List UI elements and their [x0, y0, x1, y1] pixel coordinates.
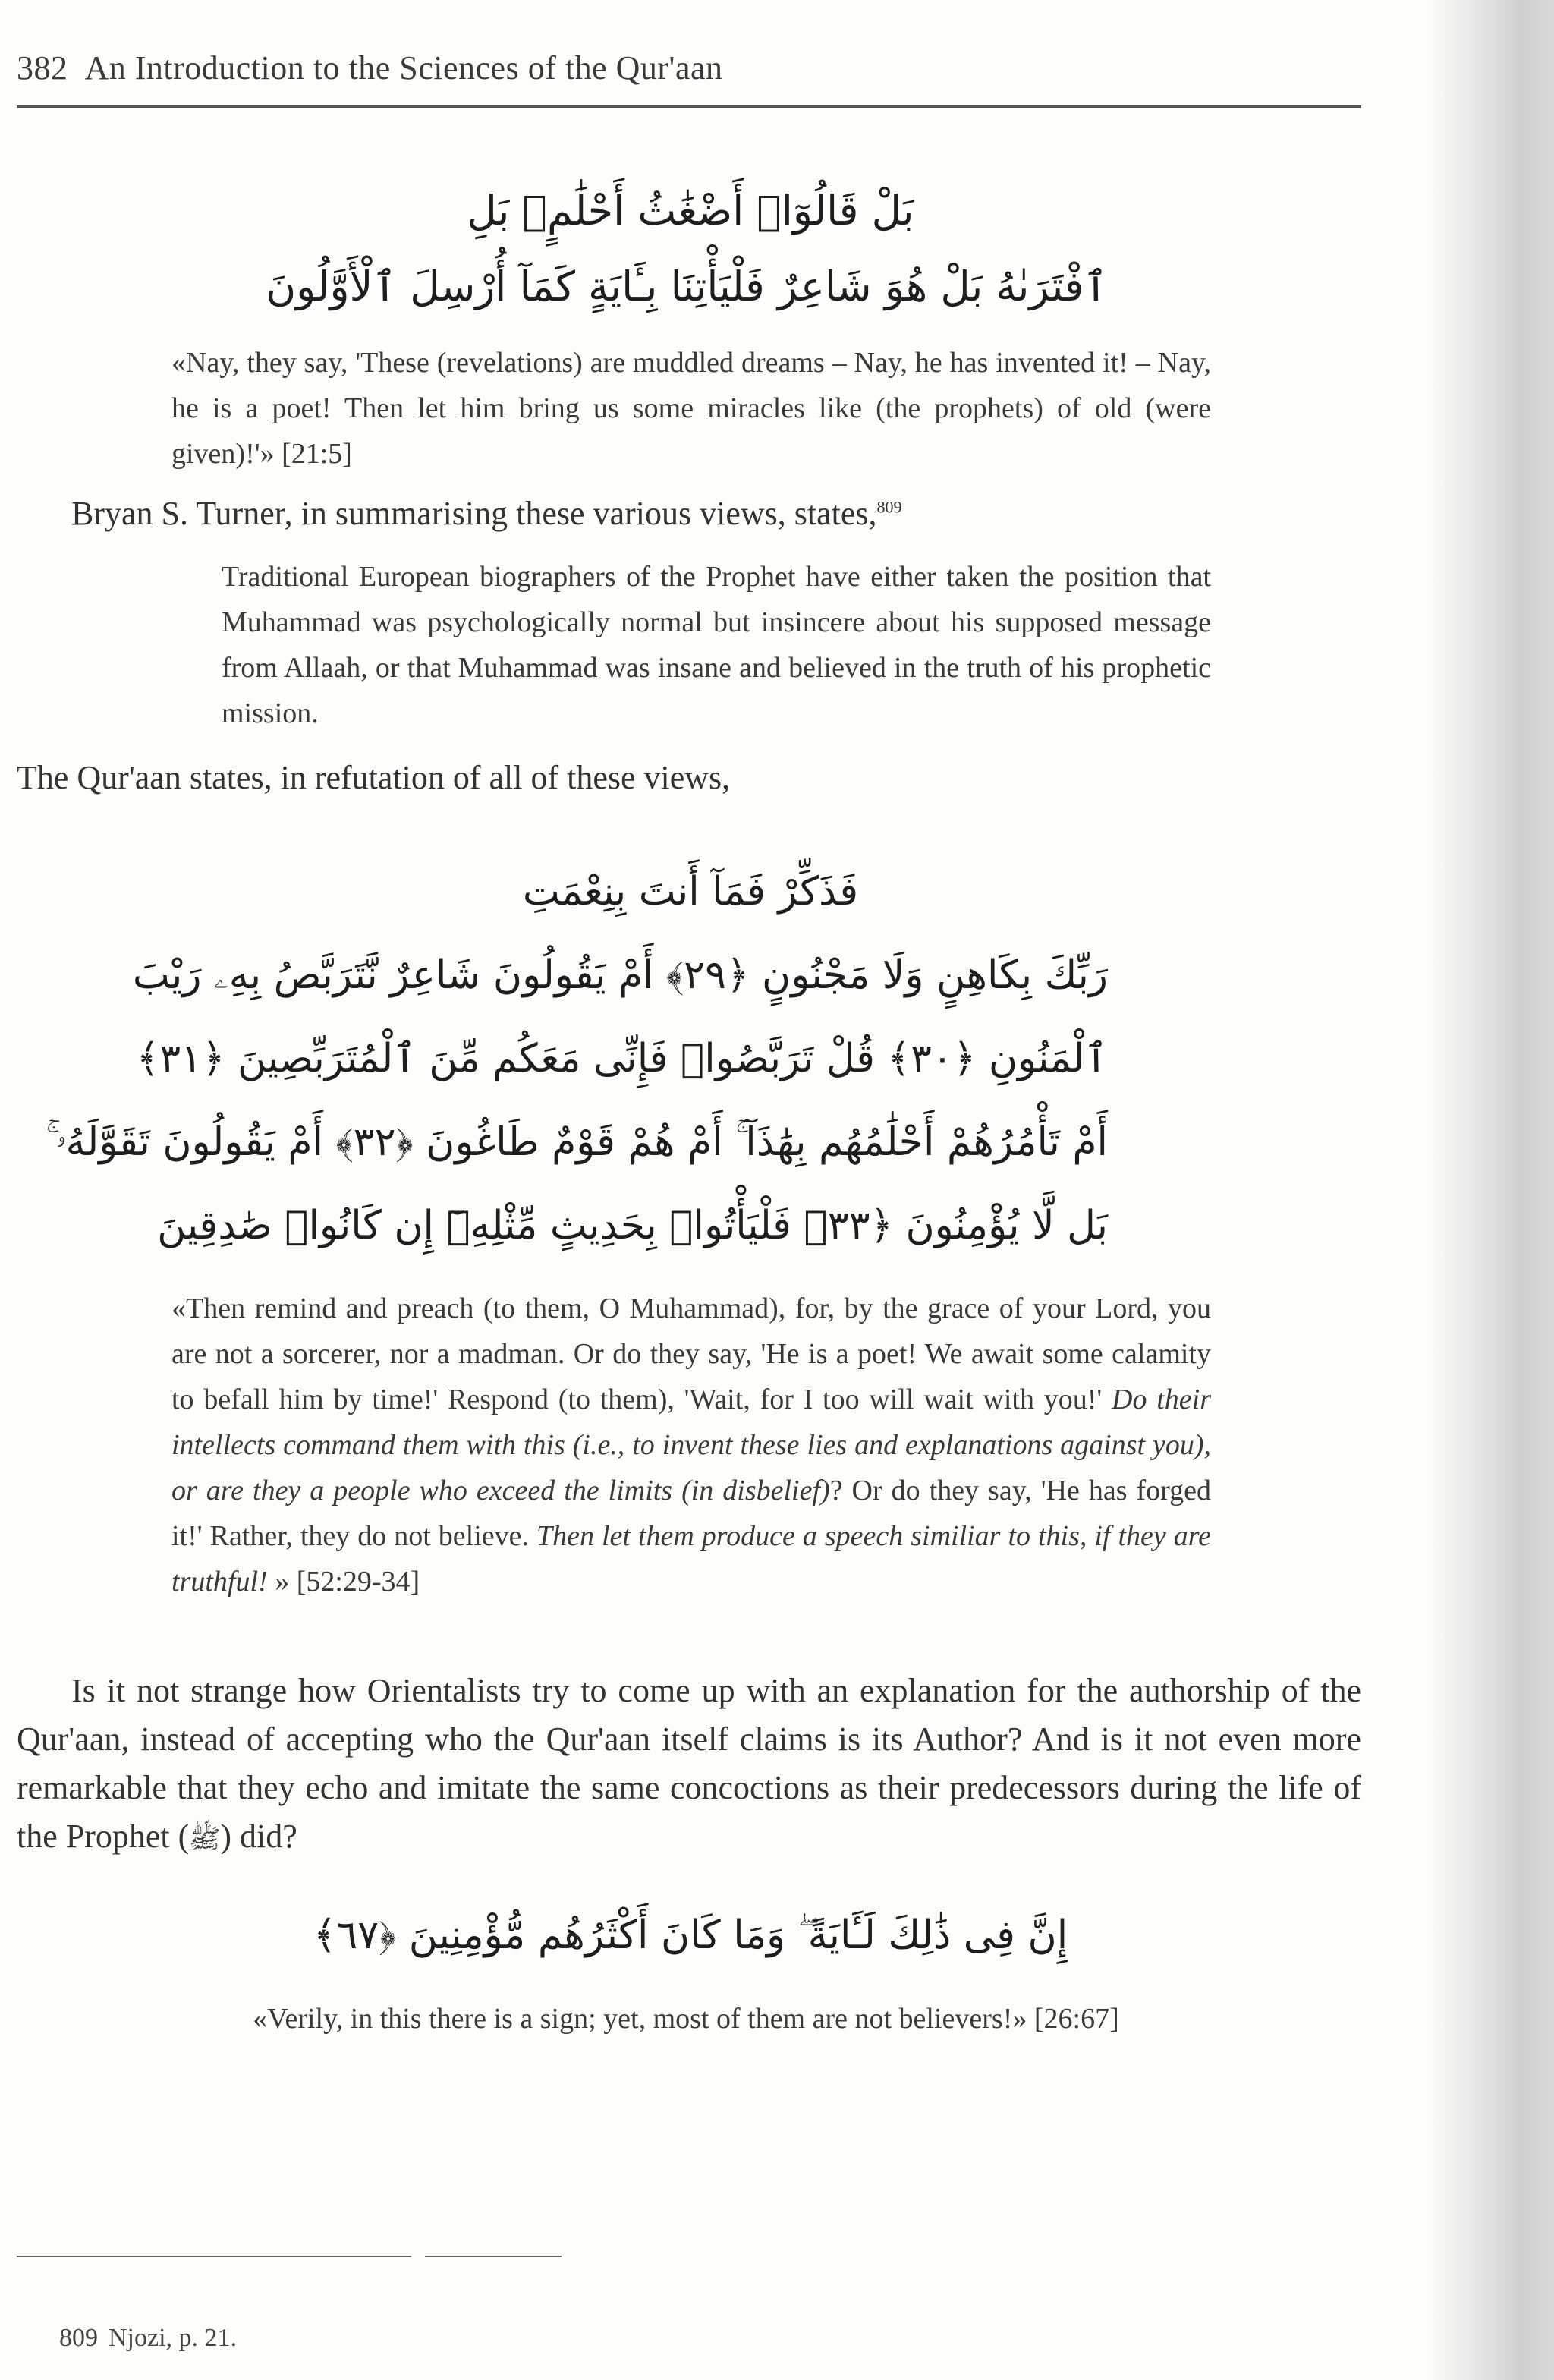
translation-italic-text: Do their intellects command them with this (i.e., to invent these lies and explanations against you), or are they a people who exceed the limits (in disbelief) [171, 1384, 1211, 1506]
paragraph-orientalists [17, 1667, 1361, 1863]
arabic-line: ٱلْمَنُونِ ﴿٣٠﴾ قُلْ تَرَبَّصُوا۟ فَإِنِّى مَعَكُم مِّنَ ٱلْمُتَرَبِّصِينَ ﴿٣١﴾ [136, 1036, 1108, 1081]
translation-52-29-34 [171, 1286, 1211, 1604]
paragraph-text: Bryan S. Turner, in summarising these various views, states, [71, 495, 877, 532]
footnote-rule [17, 2256, 411, 2257]
footnote-text: Njozi, p. 21. [109, 2324, 238, 2352]
arabic-line: فَذَكِّرْ فَمَآ أَنتَ بِنِعْمَتِ [522, 869, 859, 915]
arabic-line: بَل لَّا يُؤْمِنُونَ ﴿٣٣﴾ فَلْيَأْتُوا۟ بِحَدِيثٍ مِّثْلِهِۦٓ إِن كَانُوا۟ صَٰدِقِينَ [157, 1203, 1108, 1248]
arabic-verse-26-67: إِنَّ فِى ذَٰلِكَ لَـَٔايَةً ۖ وَمَا كَانَ أَكْثَرُهُم مُّؤْمِنِينَ ﴿٦٧﴾ [313, 1912, 1068, 1958]
arabic-verses-52-29-34 [46, 850, 1108, 1267]
arabic-line: ٱفْتَرَىٰهُ بَلْ هُوَ شَاعِرٌ فَلْيَأْتِنَا بِـَٔايَةٍ كَمَآ أُرْسِلَ ٱلْأَوَّلُونَ [266, 263, 1108, 310]
paragraph-refutation-intro: The Qur'aan states, in refutation of all of these views, [17, 759, 731, 796]
page-number: 382 [17, 49, 68, 87]
paragraph-text-end: ) did? [220, 1818, 297, 1855]
paragraph-text: Is it not strange how Orientalists try to come up with an explanation for the authorship of the Qur'aan, instead of accepting who the Qur'aan itself claims is its Author? And is it not even more remarkable that they echo and imitate the same concoctions as their predecessors during the life of the Prophet ( [17, 1672, 1361, 1855]
footnote-reference: 809 [876, 497, 902, 517]
header-rule [17, 105, 1361, 108]
page-edge-shadow [1425, 0, 1554, 2380]
running-header [17, 49, 723, 87]
translation-21-5: «Nay, they say, 'These (revelations) are muddled dreams – Nay, he has invented it! – Nay, he is a poet! Then let him bring us some miracles like (the prophets) of old (were given)!'» [21:5] [171, 347, 1211, 470]
verse-reference: » [52:29-34] [267, 1566, 420, 1598]
footnote-number: 809 [59, 2324, 98, 2352]
translation-text: ? Or do they say, 'He has forged it!' Rather, they do not believe. [171, 1475, 1212, 1552]
book-title: An Introduction to the Sciences of the Qur'aan [84, 49, 723, 87]
footnote-rule-segment [425, 2256, 562, 2257]
translation-text: «Then remind and preach (to them, O Muhammad), for, by the grace of your Lord, you are not a sorcerer, nor a madman. Or do they say, 'He is a poet! We await some calamity to befall him by time!' Respond (to them), 'Wait, for I too will wait with you!' [171, 1292, 1211, 1415]
translation-italic-text: Then let them produce a speech similiar to this, if they are truthful! [171, 1520, 1211, 1598]
arabic-line: أَمْ تَأْمُرُهُمْ أَحْلَٰمُهُم بِهَٰذَآ ۚ أَمْ هُمْ قَوْمٌ طَاغُونَ ﴿٣٢﴾ أَمْ يَقُولُونَ تَقَوَّلَهُۥ ۚ [46, 1119, 1108, 1165]
arabic-verse-21-5 [266, 173, 1108, 325]
block-quote-turner: Traditional European biographers of the Prophet have either taken the position that Muhammad was psychologically normal but insincere about his supposed message from Allaah, or that Muhammad was insane and believed in the truth of his prophetic mission. [222, 561, 1211, 729]
paragraph-turner-intro [71, 490, 1285, 538]
arabic-line: رَبِّكَ بِكَاهِنٍ وَلَا مَجْنُونٍ ﴿٢٩﴾ أَمْ يَقُولُونَ شَاعِرٌ نَّتَرَبَّصُ بِهِۦ رَيْبَ [132, 952, 1108, 998]
translation-26-67: «Verily, in this there is a sign; yet, most of them are not believers!» [26:67] [253, 2003, 1119, 2035]
footnote [59, 2324, 237, 2353]
salutation-symbol: ﷺ [189, 1824, 221, 1854]
arabic-line: بَلْ قَالُوٓا۟ أَضْغَٰثُ أَحْلَٰمٍۭ بَلِ [467, 187, 914, 235]
